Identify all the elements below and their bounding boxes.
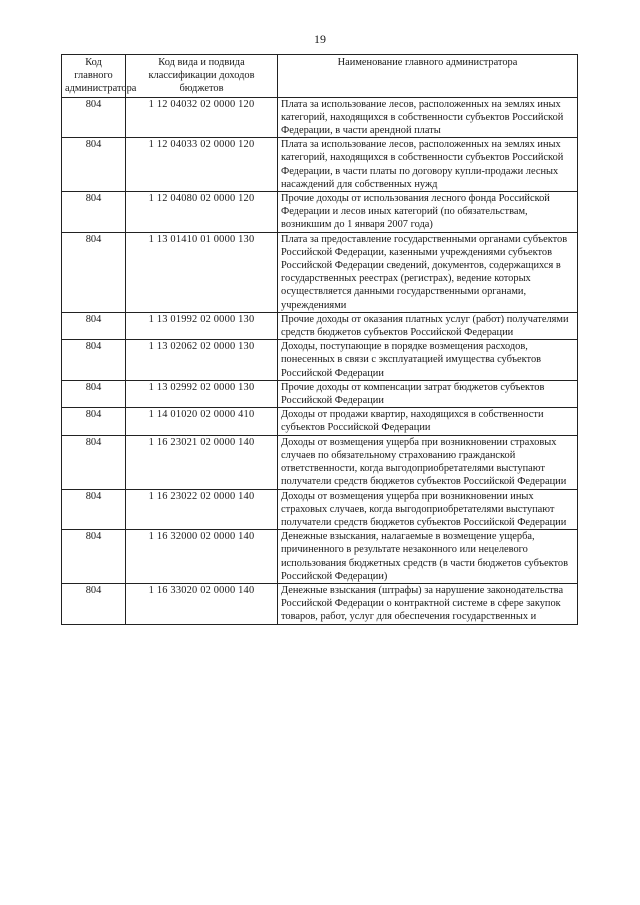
header-row: [62, 55, 578, 98]
income-code-cell: 1 13 01992 02 0000 130: [126, 312, 278, 339]
header-income-code: Код вида и подвида классификации доходов бюджетов: [126, 55, 278, 98]
admin-name-cell: Доходы от продажи квартир, находящихся в собственности субъектов Российской Федерации: [278, 408, 578, 435]
table-row: [62, 192, 578, 233]
table-row: [62, 583, 578, 624]
admin-name-cell: Плата за предоставление государственными органами субъектов Российской Федерации, казенными учреждениями субъектов Российской Федерации сведений, документов, содержащихся в государственных реестрах (регистрах), ведение которых осуществляется данными государственными органами, учреждениями: [278, 232, 578, 312]
table-row: [62, 312, 578, 339]
income-code-cell: 1 13 02992 02 0000 130: [126, 380, 278, 407]
revenue-administrators-table: [61, 54, 578, 625]
admin-name-cell: Доходы от возмещения ущерба при возникновении иных страховых случаев, когда выгодоприобретателями выступают получатели средств бюджетов субъектов Российской Федерации: [278, 489, 578, 530]
admin-name-cell: Плата за использование лесов, расположенных на землях иных категорий, находящихся в собственности субъектов Российской Федерации, в части платы по договору купли-продажи лесных насаждений для собственных нужд: [278, 138, 578, 192]
table-body: [62, 97, 578, 624]
admin-code-cell: 804: [62, 583, 126, 624]
table-row: [62, 340, 578, 381]
admin-name-cell: Доходы, поступающие в порядке возмещения расходов, понесенных в связи с эксплуатацией имущества субъектов Российской Федерации: [278, 340, 578, 381]
admin-name-cell: Плата за использование лесов, расположенных на землях иных категорий, находящихся в собственности субъектов Российской Федерации, в части арендной платы: [278, 97, 578, 138]
admin-code-cell: 804: [62, 138, 126, 192]
table-header: [62, 55, 578, 98]
header-admin-name: Наименование главного администратора: [278, 55, 578, 98]
admin-code-cell: 804: [62, 435, 126, 489]
table-row: [62, 489, 578, 530]
income-code-cell: 1 16 32000 02 0000 140: [126, 530, 278, 584]
income-code-cell: 1 12 04080 02 0000 120: [126, 192, 278, 233]
page-number: 19: [314, 32, 326, 46]
admin-name-cell: Прочие доходы от компенсации затрат бюджетов субъектов Российской Федерации: [278, 380, 578, 407]
income-code-cell: 1 12 04032 02 0000 120: [126, 97, 278, 138]
admin-code-cell: 804: [62, 530, 126, 584]
admin-name-cell: Доходы от возмещения ущерба при возникновении страховых случаев по обязательному страхованию гражданской ответственности, когда выгодоприобретателями выступают получатели средств бюджетов субъектов Российской Федерации: [278, 435, 578, 489]
admin-code-cell: 804: [62, 192, 126, 233]
admin-name-cell: Денежные взыскания (штрафы) за нарушение законодательства Российской Федерации о контрактной системе в сфере закупок товаров, работ, услуг для обеспечения государственных и: [278, 583, 578, 624]
table-row: [62, 435, 578, 489]
income-code-cell: 1 13 02062 02 0000 130: [126, 340, 278, 381]
admin-name-cell: Прочие доходы от оказания платных услуг (работ) получателями средств бюджетов субъектов Российской Федерации: [278, 312, 578, 339]
income-code-cell: 1 14 01020 02 0000 410: [126, 408, 278, 435]
admin-code-cell: 804: [62, 408, 126, 435]
admin-name-cell: Прочие доходы от использования лесного фонда Российской Федерации и лесов иных категорий (по обязательствам, возникшим до 1 января 2007 года): [278, 192, 578, 233]
admin-code-cell: 804: [62, 340, 126, 381]
income-code-cell: 1 16 23021 02 0000 140: [126, 435, 278, 489]
admin-code-cell: 804: [62, 380, 126, 407]
table-row: [62, 138, 578, 192]
table-row: [62, 232, 578, 312]
header-admin-code: Код главного администратора: [62, 55, 126, 98]
income-code-cell: 1 16 33020 02 0000 140: [126, 583, 278, 624]
table-row: [62, 380, 578, 407]
admin-code-cell: 804: [62, 312, 126, 339]
income-code-cell: 1 12 04033 02 0000 120: [126, 138, 278, 192]
income-code-cell: 1 13 01410 01 0000 130: [126, 232, 278, 312]
table-row: [62, 530, 578, 584]
table-row: [62, 97, 578, 138]
admin-code-cell: 804: [62, 489, 126, 530]
admin-name-cell: Денежные взыскания, налагаемые в возмещение ущерба, причиненного в результате незаконного или нецелевого использования бюджетных средств (в части бюджетов субъектов Российской Федерации): [278, 530, 578, 584]
income-code-cell: 1 16 23022 02 0000 140: [126, 489, 278, 530]
admin-code-cell: 804: [62, 97, 126, 138]
table-row: [62, 408, 578, 435]
admin-code-cell: 804: [62, 232, 126, 312]
